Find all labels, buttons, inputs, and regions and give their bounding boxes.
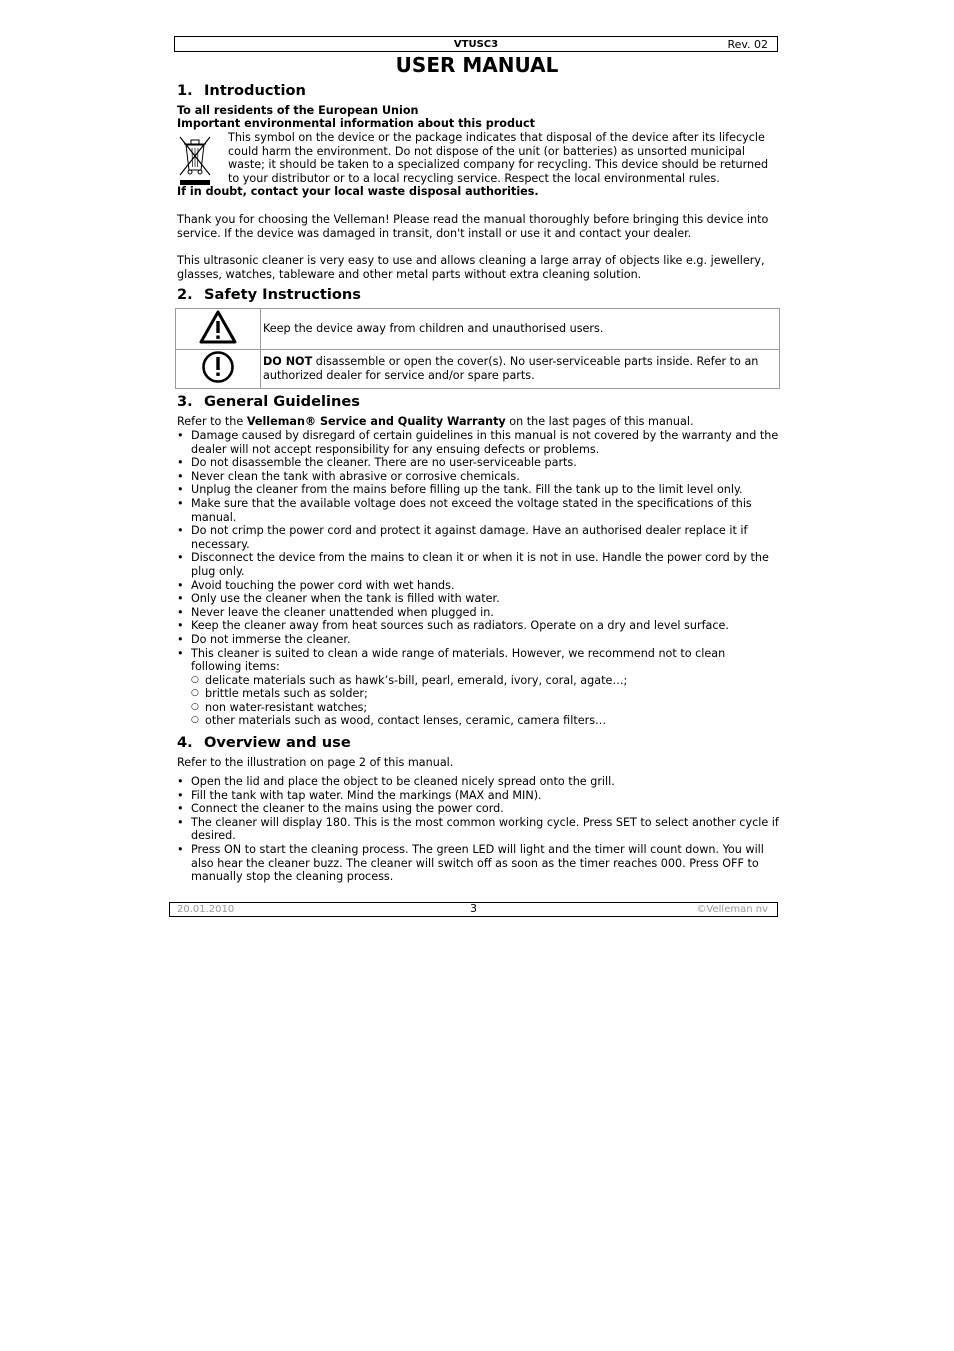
- warranty-reference-bold: Velleman® Service and Quality Warranty: [246, 415, 506, 428]
- safety-text-cell: [261, 350, 780, 389]
- list-item: • Disconnect the device from the mains to clean it or when it is not in use. Handle the power cord by the plug only.: [177, 551, 779, 578]
- illustration-reference: Refer to the illustration on page 2 of this manual.: [177, 756, 454, 769]
- list-item: • Never clean the tank with abrasive or corrosive chemicals.: [177, 470, 779, 484]
- list-item-text: This cleaner is suited to clean a wide range of materials. However, we recommend not to clean following items:: [191, 646, 726, 674]
- safety-bold-text: DO NOT: [263, 355, 313, 369]
- document-title: USER MANUAL: [395, 53, 559, 77]
- section-title: Overview and use: [204, 734, 351, 751]
- section-title: Introduction: [204, 82, 306, 99]
- section-number: 3.: [177, 393, 193, 410]
- list-item: • Never leave the cleaner unattended when plugged in.: [177, 606, 779, 620]
- list-item: • The cleaner will display 180. This is the most common working cycle. Press SET to select another cycle if desired.: [177, 816, 779, 843]
- weee-crossed-bin-icon: [177, 134, 213, 186]
- header-revision: Rev. 02: [727, 38, 768, 51]
- list-item: • Do not disassemble the cleaner. There are no user-serviceable parts.: [177, 456, 779, 470]
- section-number: 2.: [177, 286, 193, 303]
- safety-text: disassemble or open the cover(s). No user-serviceable parts inside. Refer to an authorized dealer for service and/or spare parts.: [263, 355, 759, 382]
- page-number: 3: [470, 902, 477, 915]
- doubt-notice: If in doubt, contact your local waste disposal authorities.: [177, 185, 539, 198]
- thanks-paragraph: Thank you for choosing the Velleman! Please read the manual thoroughly before bringing this device into service. If the device was damaged in transit, don't install or use it and contact your dealer.: [177, 213, 769, 240]
- list-item: • Only use the cleaner when the tank is filled with water.: [177, 592, 779, 606]
- environmental-info-line: Important environmental information about this product: [177, 117, 535, 130]
- list-item: • Avoid touching the power cord with wet hands.: [177, 579, 779, 593]
- section-number: 4.: [177, 734, 193, 751]
- list-item: • Do not crimp the power cord and protect it against damage. Have an authorised dealer replace it if necessary.: [177, 524, 779, 551]
- list-item: • Unplug the cleaner from the mains before filling up the tank. Fill the tank up to the limit level only.: [177, 483, 779, 497]
- sub-list-item: ○ delicate materials such as hawk’s-bill, pearl, emerald, ivory, coral, agate…;: [191, 674, 779, 688]
- warranty-reference-post: on the last pages of this manual.: [505, 415, 694, 428]
- sub-list-item: ○ non water-resistant watches;: [191, 701, 779, 715]
- product-description: This ultrasonic cleaner is very easy to use and allows cleaning a large array of objects like e.g. jewellery, glasses, watches, tableware and other metal parts without extra cleaning solution.: [177, 254, 765, 281]
- section-heading-overview: [177, 734, 351, 751]
- section-title: Safety Instructions: [204, 286, 361, 303]
- footer-date: 20.01.2010: [177, 904, 235, 915]
- header-model: VTUSC3: [453, 39, 499, 50]
- eu-residents-line: To all residents of the European Union: [177, 104, 419, 117]
- sub-list-item: ○ other materials such as wood, contact lenses, ceramic, camera filters…: [191, 714, 779, 728]
- list-item: • Fill the tank with tap water. Mind the markings (MAX and MIN).: [177, 789, 779, 803]
- weee-disposal-text: This symbol on the device or the package indicates that disposal of the device after its lifecycle could harm the environment. Do not dispose of the unit (or batteries) as unsorted municipal waste; it should be taken to a specialized company for recycling. This device should be returned to your distributor or to a local recycling service. Respect the local environmental rules.: [228, 131, 769, 185]
- section-number: 1.: [177, 82, 193, 99]
- safety-icon-cell: [176, 350, 261, 389]
- section-heading-safety: [177, 286, 361, 303]
- list-item: • Make sure that the available voltage does not exceed the voltage stated in the specifications of this manual.: [177, 497, 779, 524]
- safety-row: [176, 350, 780, 389]
- guidelines-list: [177, 429, 779, 728]
- page-footer: [169, 902, 778, 917]
- list-item: • Connect the cleaner to the mains using the power cord.: [177, 802, 779, 816]
- safety-table: [175, 308, 780, 389]
- section-heading-introduction: [177, 82, 306, 99]
- page-header: [174, 36, 778, 52]
- list-item: [177, 647, 779, 729]
- exclamation-circle-icon: [200, 350, 236, 384]
- list-item: • Keep the cleaner away from heat sources such as radiators. Operate on a dry and level surface.: [177, 619, 779, 633]
- safety-icon-cell: [176, 309, 261, 350]
- overview-list: [177, 775, 779, 884]
- list-item: • Press ON to start the cleaning process. The green LED will light and the timer will count down. You will also hear the cleaner buzz. The cleaner will switch off as soon as the timer reaches 000. Press OFF to manually stop the cleaning process.: [177, 843, 779, 884]
- list-item: • Open the lid and place the object to be cleaned nicely spread onto the grill.: [177, 775, 779, 789]
- list-item: • Do not immerse the cleaner.: [177, 633, 779, 647]
- warranty-reference-pre: Refer to the: [177, 415, 247, 428]
- sub-list-item: ○ brittle metals such as solder;: [191, 687, 779, 701]
- safety-text: Keep the device away from children and unauthorised users.: [263, 322, 604, 336]
- footer-copyright: ©Velleman nv: [696, 904, 768, 915]
- sub-list: [191, 674, 779, 728]
- safety-text-cell: [261, 309, 780, 350]
- safety-row: [176, 309, 780, 350]
- section-title: General Guidelines: [204, 393, 360, 410]
- warning-triangle-icon: [198, 309, 238, 345]
- list-item: • Damage caused by disregard of certain guidelines in this manual is not covered by the warranty and the dealer will not accept responsibility for any ensuing defects or problems.: [177, 429, 779, 456]
- warranty-reference: [177, 415, 779, 429]
- section-heading-guidelines: [177, 393, 360, 410]
